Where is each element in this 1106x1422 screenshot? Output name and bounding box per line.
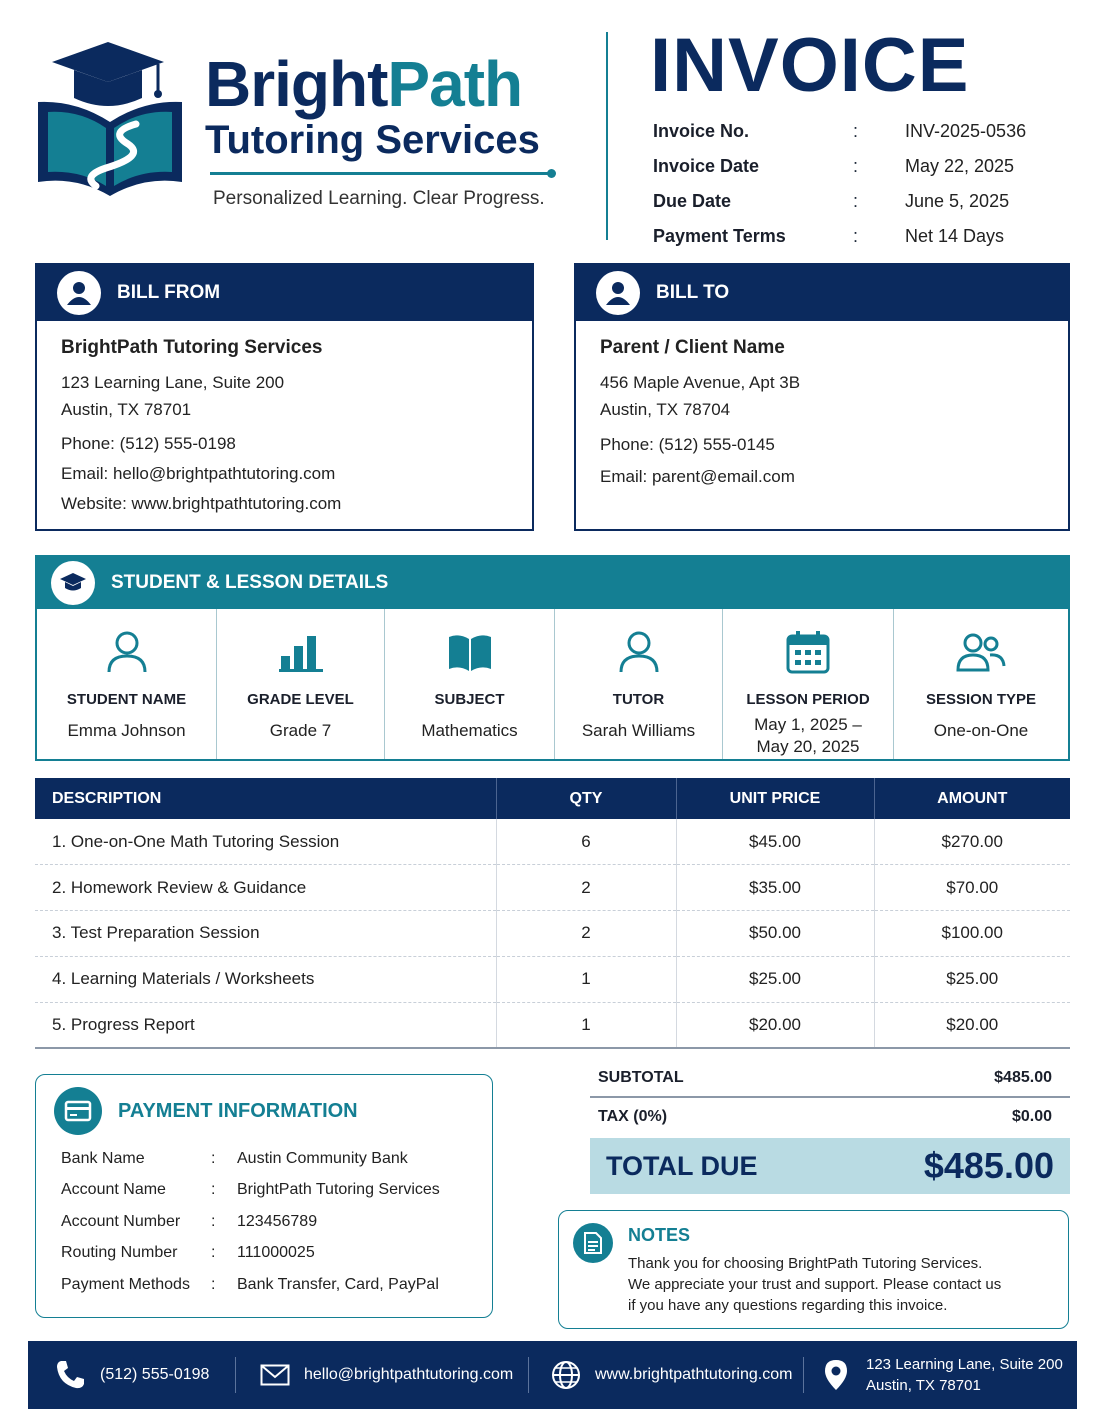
brand: [205, 48, 540, 162]
bill-from-name: BrightPath Tutoring Services: [61, 337, 323, 358]
tutor-cell: [555, 609, 723, 759]
invoice-meta: [653, 114, 1073, 254]
table-row: [35, 956, 1070, 1002]
item-qty: 2: [496, 865, 676, 911]
bill-from-box: [35, 263, 534, 531]
payment-information-header: [54, 1087, 358, 1135]
tax-label: TAX (0%): [598, 1108, 668, 1125]
meta-label: Due Date: [653, 191, 732, 211]
due-date-row: [653, 184, 1073, 219]
item-description: 5. Progress Report: [35, 1002, 496, 1048]
item-amount: $70.00: [874, 865, 1070, 911]
brand-name-part1: Bright: [205, 48, 388, 120]
lesson-period-label: LESSON PERIOD: [746, 691, 870, 708]
payment-separator: :: [211, 1212, 216, 1230]
meta-separator: :: [853, 226, 859, 246]
totals: [590, 1060, 1070, 1194]
subtotal-label: SUBTOTAL: [598, 1069, 684, 1086]
bill-to-header: [576, 265, 1068, 321]
grade-level-value: Grade 7: [269, 721, 332, 740]
student-name-label: STUDENT NAME: [66, 691, 187, 708]
meta-value: June 5, 2025: [905, 191, 1010, 211]
notes-line: Thank you for choosing BrightPath Tutoring Services.: [628, 1255, 983, 1272]
notes-title: NOTES: [628, 1225, 691, 1245]
credit-card-icon: [54, 1087, 102, 1135]
payment-label: Account Number: [61, 1212, 181, 1230]
payment-separator: :: [211, 1181, 216, 1199]
item-qty: 1: [496, 1002, 676, 1048]
lesson-period-end: May 20, 2025: [756, 737, 860, 756]
subtotal-row: [590, 1060, 1070, 1098]
item-qty: 1: [496, 956, 676, 1002]
graduation-cap-icon: [51, 561, 95, 605]
user-icon: [57, 271, 101, 315]
bill-from-body: [37, 321, 532, 535]
bill-from-header: [37, 265, 532, 321]
footer-address: [804, 1341, 1063, 1409]
payment-information-box: [35, 1074, 493, 1318]
payment-label: Payment Methods: [61, 1275, 190, 1293]
line-items-table: [35, 778, 1070, 1049]
payment-value: 123456789: [237, 1212, 318, 1230]
payment-value: BrightPath Tutoring Services: [237, 1181, 440, 1199]
bill-to-title: BILL TO: [656, 282, 730, 303]
lesson-period-value: [754, 714, 862, 758]
total-due-value: $485.00: [923, 1145, 1054, 1186]
session-type-value: One-on-One: [933, 721, 1029, 740]
table-header-row: [35, 778, 1070, 819]
invoice-title: INVOICE: [650, 23, 970, 108]
payment-value: Austin Community Bank: [237, 1149, 408, 1167]
item-description: 4. Learning Materials / Worksheets: [35, 956, 496, 1002]
people-icon: [956, 632, 1006, 672]
meta-value: INV-2025-0536: [905, 121, 1027, 141]
table-row: [35, 911, 1070, 957]
location-pin-icon: [824, 1359, 848, 1391]
document-icon: [573, 1223, 613, 1263]
payment-label: Routing Number: [61, 1244, 178, 1262]
session-type-cell: [894, 609, 1068, 759]
footer-website: [529, 1341, 803, 1409]
invoice-date-row: [653, 149, 1073, 184]
payment-separator: :: [211, 1149, 216, 1167]
calendar-icon: [786, 630, 830, 674]
item-description: 3. Test Preparation Session: [35, 911, 496, 957]
graduation-book-logo-icon: [36, 40, 186, 200]
payment-terms-row: [653, 219, 1073, 254]
item-description: 2. Homework Review & Guidance: [35, 865, 496, 911]
item-amount: $20.00: [946, 1014, 999, 1034]
envelope-icon: [260, 1364, 290, 1386]
bill-from-email: Email: hello@brightpathtutoring.com: [61, 464, 336, 483]
meta-label: Payment Terms: [653, 226, 786, 246]
payment-separator: :: [211, 1244, 216, 1262]
total-due-row: [590, 1138, 1070, 1194]
notes-box: [558, 1210, 1069, 1329]
item-amount: $100.00: [874, 911, 1070, 957]
item-unit-price: $45.00: [676, 819, 874, 865]
student-details: [35, 555, 1070, 761]
bill-from-phone: Phone: (512) 555-0198: [61, 434, 236, 453]
payment-information-title: PAYMENT INFORMATION: [118, 1099, 358, 1122]
invoice-number-row: [653, 114, 1073, 149]
notes-text: [628, 1253, 1048, 1316]
item-description: 1. One-on-One Math Tutoring Session: [35, 819, 496, 865]
grade-level-label: GRADE LEVEL: [247, 691, 354, 708]
bill-from-address2: Austin, TX 78701: [61, 400, 192, 419]
header-divider: [606, 32, 608, 240]
meta-separator: :: [853, 156, 859, 176]
col-qty: QTY: [496, 778, 676, 819]
footer-phone: [28, 1341, 235, 1409]
item-amount: $25.00: [874, 956, 1070, 1002]
footer-address-line2: Austin, TX 78701: [866, 1377, 981, 1394]
footer-address-line1: 123 Learning Lane, Suite 200: [866, 1356, 1063, 1373]
person-icon: [105, 630, 149, 674]
footer-website-text: www.brightpathtutoring.com: [595, 1366, 793, 1383]
footer-email-text: hello@brightpathtutoring.com: [304, 1366, 514, 1383]
tax-value: $0.00: [1011, 1108, 1052, 1125]
logo: [36, 40, 186, 200]
session-type-label: SESSION TYPE: [925, 691, 1037, 708]
payment-value: 111000025: [237, 1244, 315, 1262]
bill-to-box: [574, 263, 1070, 531]
person-icon: [617, 630, 661, 674]
student-name-value: Emma Johnson: [67, 721, 186, 740]
total-due-label: TOTAL DUE: [606, 1150, 758, 1181]
grade-level-cell: [217, 609, 385, 759]
meta-label: Invoice Date: [653, 156, 760, 176]
footer-address-text: [866, 1354, 1063, 1396]
bill-from-address1: 123 Learning Lane, Suite 200: [61, 373, 285, 392]
bill-from-title: BILL FROM: [117, 282, 221, 303]
payment-separator: :: [211, 1275, 216, 1293]
subject-value: Mathematics: [421, 721, 518, 740]
col-amount: AMOUNT: [874, 778, 1070, 819]
student-name-cell: [37, 609, 217, 759]
student-details-grid: [37, 609, 1068, 759]
payment-label: Account Name: [61, 1181, 166, 1199]
lesson-period-start: May 1, 2025 –: [754, 715, 862, 734]
bill-from-website: Website: www.brightpathtutoring.com: [61, 494, 342, 513]
student-details-header: [37, 557, 1068, 609]
user-icon: [596, 271, 640, 315]
meta-separator: :: [853, 191, 859, 211]
student-details-title: STUDENT & LESSON DETAILS: [111, 572, 389, 593]
item-qty: 2: [496, 911, 676, 957]
payment-value: Bank Transfer, Card, PayPal: [237, 1275, 439, 1293]
table-row: [35, 1002, 1070, 1048]
phone-icon: [54, 1359, 86, 1391]
brand-subtitle: Tutoring Services: [205, 118, 540, 162]
bill-to-name: Parent / Client Name: [600, 337, 785, 358]
brand-underline: [210, 172, 550, 175]
meta-value: Net 14 Days: [905, 226, 1005, 246]
subject-cell: [385, 609, 555, 759]
bill-to-address2: Austin, TX 78704: [600, 400, 731, 419]
meta-label: Invoice No.: [653, 121, 750, 141]
tagline: Personalized Learning. Clear Progress.: [213, 188, 545, 209]
payment-label: Bank Name: [61, 1149, 145, 1167]
subtotal-value: $485.00: [994, 1069, 1052, 1086]
item-unit-price: $20.00: [676, 1002, 874, 1048]
item-unit-price: $25.00: [676, 956, 874, 1002]
notes-line: We appreciate your trust and support. Please contact us: [628, 1276, 1002, 1293]
payment-methods-row: [61, 1269, 481, 1301]
notes-line: if you have any questions regarding this invoice.: [628, 1297, 948, 1314]
subject-label: SUBJECT: [434, 691, 505, 708]
globe-icon: [551, 1360, 581, 1390]
meta-value: May 22, 2025: [905, 156, 1015, 176]
footer-email: [236, 1341, 528, 1409]
bar-chart-icon: [279, 632, 323, 672]
item-amount: $270.00: [874, 819, 1070, 865]
tutor-value: Sarah Williams: [581, 721, 696, 740]
payment-details: [61, 1143, 481, 1301]
bill-to-address1: 456 Maple Avenue, Apt 3B: [600, 373, 801, 392]
lesson-period-cell: [723, 609, 894, 759]
tutor-label: TUTOR: [612, 691, 665, 708]
brand-name: [205, 48, 540, 120]
tax-row: [590, 1098, 1070, 1136]
brand-name-part2: Path: [387, 48, 523, 120]
meta-separator: :: [853, 121, 859, 141]
footer: [28, 1341, 1077, 1409]
table-row: [35, 819, 1070, 865]
col-description: DESCRIPTION: [35, 778, 496, 819]
item-unit-price: $50.00: [676, 911, 874, 957]
bill-to-email: Email: parent@email.com: [600, 467, 795, 486]
account-name-row: [61, 1175, 481, 1207]
table-row: [35, 865, 1070, 911]
bill-to-body: [576, 321, 1068, 509]
bill-to-phone: Phone: (512) 555-0145: [600, 435, 775, 454]
item-qty: 6: [496, 819, 676, 865]
book-icon: [447, 631, 493, 673]
bank-name-row: [61, 1143, 481, 1175]
account-number-row: [61, 1206, 481, 1238]
routing-number-row: [61, 1238, 481, 1270]
col-unit-price: UNIT PRICE: [676, 778, 874, 819]
footer-phone-text: (512) 555-0198: [100, 1366, 210, 1383]
item-unit-price: $35.00: [676, 865, 874, 911]
